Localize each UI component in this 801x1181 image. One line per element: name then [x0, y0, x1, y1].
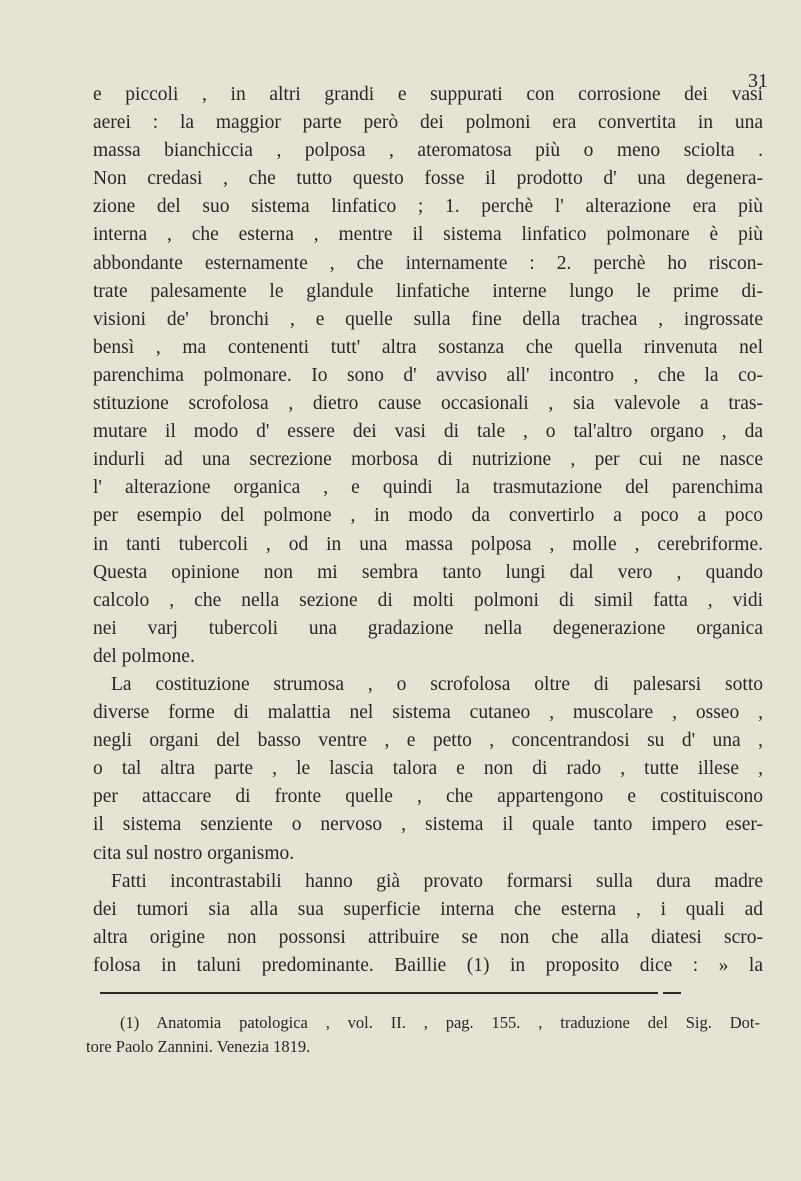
text-line: mutare il modo d' essere dei vasi di tale , o tal'altro organo , da — [93, 421, 763, 443]
text-line: altra origine non possonsi attribuire se non che alla diatesi scro- — [93, 926, 763, 948]
footnote-line: tore Paolo Zannini. Venezia 1819. — [86, 1037, 311, 1056]
text-line: zione del suo sistema linfatico ; 1. perchè l' alterazione era più — [93, 196, 763, 218]
text-line: stituzione scrofolosa , dietro cause occasionali , sia valevole a tras- — [93, 393, 763, 415]
text-line: La costituzione strumosa , o scrofolosa oltre di palesarsi sotto — [111, 673, 763, 695]
text-line: per esempio del polmone , in modo da convertirlo a poco a poco — [93, 505, 763, 527]
text-line: massa bianchiccia , polposa , ateromatosa più o meno sciolta . — [93, 140, 763, 162]
text-line: aerei : la maggior parte però dei polmoni era convertita in una — [93, 112, 763, 134]
footnote — [86, 1011, 760, 1059]
text-line: cita sul nostro organismo. — [93, 842, 295, 864]
text-line: dei tumori sia alla sua superficie interna che esterna , i quali ad — [93, 898, 763, 920]
page-number: 31 — [748, 70, 768, 92]
footnote-rule — [100, 992, 658, 994]
text-line: diverse forme di malattia nel sistema cutaneo , muscolare , osseo , — [93, 702, 763, 724]
text-line: visioni de' bronchi , e quelle sulla fine della trachea , ingrossate — [93, 308, 763, 330]
text-line: indurli ad una secrezione morbosa di nutrizione , per cui ne nasce — [93, 449, 763, 471]
text-line: l' alterazione organica , e quindi la trasmutazione del parenchima — [93, 477, 763, 499]
text-line: Non credasi , che tutto questo fosse il prodotto d' una degenera- — [93, 168, 763, 190]
footnote-line: (1) Anatomia patologica , vol. II. , pag. 155. , traduzione del Sig. Dot- — [120, 1013, 760, 1032]
footnote-rule-dash — [663, 992, 681, 994]
text-line: abbondante esternamente , che internamente : 2. perchè ho riscon- — [93, 252, 763, 274]
body-text — [93, 81, 763, 980]
text-line: interna , che esterna , mentre il sistema linfatico polmonare è più — [93, 224, 763, 246]
text-line: calcolo , che nella sezione di molti polmoni di simil fatta , vidi — [93, 589, 763, 611]
text-line: folosa in taluni predominante. Baillie (1) in proposito dice : » la — [93, 954, 763, 976]
text-line: il sistema senziente o nervoso , sistema il quale tanto impero eser- — [93, 814, 763, 836]
text-line: o tal altra parte , le lascia talora e non di rado , tutte illese , — [93, 758, 763, 780]
text-line: trate palesamente le glandule linfatiche interne lungo le prime di- — [93, 280, 763, 302]
text-line: parenchima polmonare. Io sono d' avviso all' incontro , che la co- — [93, 364, 763, 386]
text-line: Questa opinione non mi sembra tanto lungi dal vero , quando — [93, 561, 763, 583]
text-line: del polmone. — [93, 645, 195, 667]
text-line: negli organi del basso ventre , e petto , concentrandosi su d' una , — [93, 730, 763, 752]
text-line: in tanti tubercoli , od in una massa polposa , molle , cerebriforme. — [93, 533, 763, 555]
text-line: per attaccare di fronte quelle , che appartengono e costituiscono — [93, 786, 763, 808]
text-line: nei varj tubercoli una gradazione nella degenerazione organica — [93, 617, 763, 639]
text-line: e piccoli , in altri grandi e suppurati con corrosione dei vasi — [93, 84, 763, 105]
text-line: bensì , ma contenenti tutt' altra sostanza che quella rinvenuta nel — [93, 336, 763, 358]
text-line: Fatti incontrastabili hanno già provato formarsi sulla dura madre — [111, 870, 763, 892]
